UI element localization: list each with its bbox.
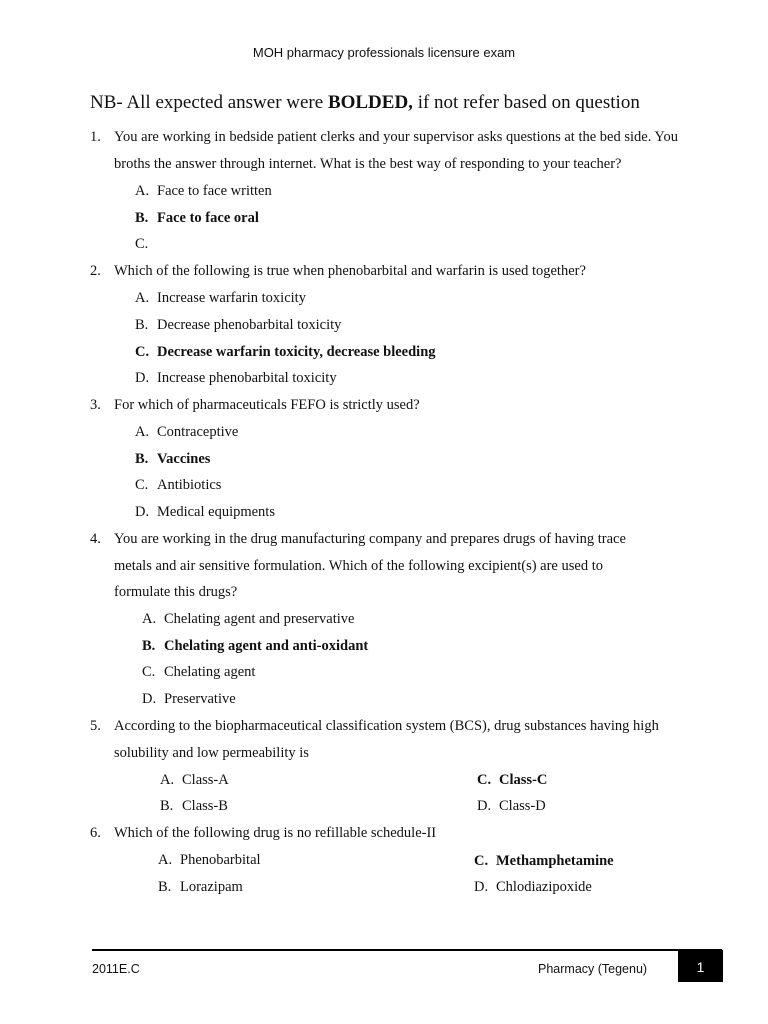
question-1 — [90, 124, 690, 177]
question-number: 6. — [90, 825, 101, 841]
question-4 — [90, 526, 690, 606]
question-text: You are working in bedside patient clerks and your supervisor asks questions at the bed side. You broths the answer through internet. What is the best way of responding to your teacher? — [114, 129, 678, 172]
question-text: You are working in the drug manufacturing company and prepares drugs of having trace metals and air sensitive formulation. Which of the following excipient(s) are used to formulate this drugs? — [114, 531, 626, 600]
option-2d: D. Increase phenobarbital toxicity — [135, 370, 337, 386]
question-number: 3. — [90, 397, 101, 413]
footer-author: Pharmacy (Tegenu) — [538, 962, 648, 976]
option-3c: C. Antibiotics — [135, 477, 222, 493]
option-5c: C. Class-C — [477, 772, 548, 788]
option-6b: B. Lorazipam — [158, 879, 243, 895]
option-2b: B. Decrease phenobarbital toxicity — [135, 317, 342, 333]
page-number: 1 — [678, 950, 723, 982]
question-2 — [90, 258, 690, 285]
option-4b: B. Chelating agent and anti-oxidant — [142, 638, 369, 654]
page-header: MOH pharmacy professionals licensure exam — [252, 45, 516, 60]
question-number: 4. — [90, 531, 101, 547]
option-4d: D. Preservative — [142, 691, 236, 707]
option-1c: C. — [135, 236, 149, 252]
option-2c: C. Decrease warfarin toxicity, decrease bleeding — [135, 344, 436, 360]
option-2a: A. Increase warfarin toxicity — [135, 290, 306, 306]
footer-year: 2011E.C — [92, 962, 140, 976]
nb-bold: BOLDED, — [327, 92, 413, 113]
option-3d: D. Medical equipments — [135, 504, 275, 520]
option-6c: C. Methamphetamine — [474, 853, 614, 869]
option-6d: D. Chlodiazipoxide — [474, 879, 592, 895]
question-3 — [90, 392, 690, 419]
question-5 — [90, 713, 690, 766]
option-5a: A. Class-A — [160, 772, 229, 788]
question-number: 2. — [90, 263, 101, 279]
question-6 — [90, 820, 690, 847]
option-3a: A. Contraceptive — [135, 424, 239, 440]
option-1b: B. Face to face oral — [135, 210, 259, 226]
question-text: For which of pharmaceuticals FEFO is strictly used? — [114, 397, 420, 413]
nb-suffix: if not refer based on question — [412, 92, 640, 113]
nb-prefix: NB- All expected answer were — [90, 92, 328, 113]
option-4c: C. Chelating agent — [142, 664, 256, 680]
question-text: According to the biopharmaceutical classification system (BCS), drug substances having high solubility and low permeability is — [114, 718, 659, 761]
question-text: Which of the following is true when phenobarbital and warfarin is used together? — [114, 263, 586, 279]
footer-rule — [92, 949, 722, 951]
question-number: 5. — [90, 718, 101, 734]
option-1a: A. Face to face written — [135, 183, 272, 199]
option-4a: A. Chelating agent and preservative — [142, 611, 355, 627]
option-5b: B. Class-B — [160, 798, 228, 814]
option-6a: A. Phenobarbital — [158, 852, 261, 868]
option-3b: B. Vaccines — [135, 451, 211, 467]
question-number: 1. — [90, 129, 101, 145]
question-text: Which of the following drug is no refillable schedule-II — [114, 825, 437, 841]
option-5d: D. Class-D — [477, 798, 546, 814]
nb-note — [90, 92, 640, 114]
